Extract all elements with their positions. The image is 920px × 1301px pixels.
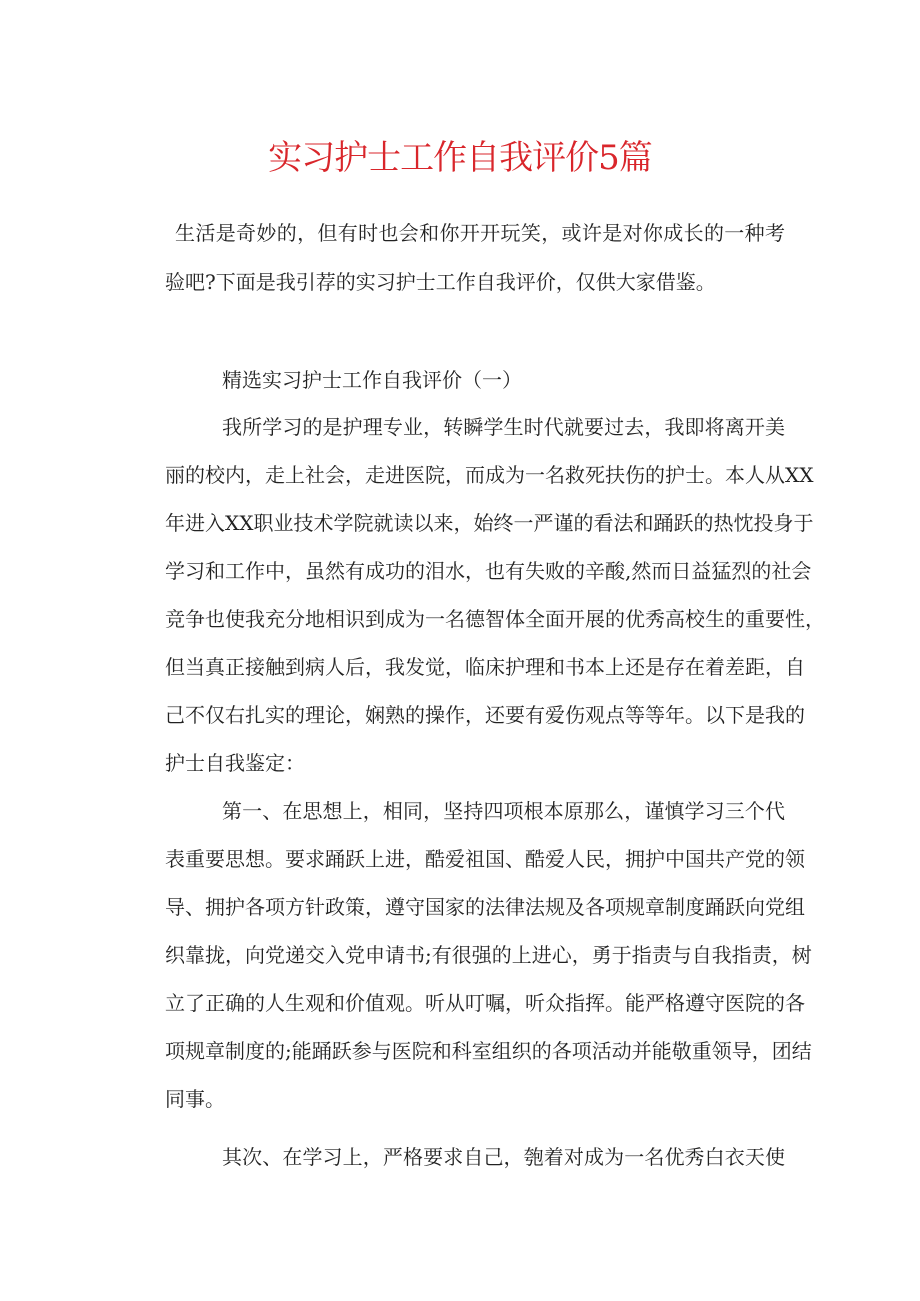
document-title: 实习护士工作自我评价5篇 (268, 138, 652, 178)
paragraph-line: 项规章制度的;能踊跃参与医院和科室组织的各项活动并能敬重领导，团结 (165, 1039, 812, 1063)
paragraph-line: 立了正确的人生观和价值观。听从叮嘱，听众指挥。能严格遵守医院的各 (165, 991, 805, 1015)
paragraph-line: 织靠拢，向党递交入党申请书;有很强的上进心，勇于指责与自我指责，树 (165, 943, 812, 967)
paragraph-line: 但当真正接触到病人后，我发觉，临床护理和书本上还是存在着差距，自 (165, 655, 805, 679)
intro-line: 生活是奇妙的，但有时也会和你开开玩笑，或许是对你成长的一种考 (175, 221, 785, 245)
paragraph-line: 同事。 (165, 1087, 225, 1111)
paragraph-line: 第一、在思想上，相同，坚持四项根本原那么，谨慎学习三个代 (222, 799, 785, 823)
paragraph-line: 表重要思想。要求踊跃上进，酷爱祖国、酷爱人民，拥护中国共产党的领 (165, 847, 805, 871)
paragraph-line: 其次、在学习上，严格要求自己，匏着对成为一名优秀白衣天使 (222, 1145, 785, 1169)
paragraph-line: 学习和工作中，虽然有成功的泪水，也有失败的辛酸,然而日益猛烈的社会 (165, 559, 812, 583)
paragraph-line: 己不仅右扎实的理论，娴熟的操作，还要有爱伤观点等等年。以下是我的 (165, 703, 805, 727)
paragraph-line: 导、拥护各项方针政策，遵守国家的法律法规及各项规章制度踊跃向党组 (165, 895, 805, 919)
paragraph-line: 竞争也使我充分地相识到成为一名德智体全面开展的优秀高校生的重要性， (165, 607, 825, 631)
section-heading: 精选实习护士工作自我评价（一） (222, 368, 522, 392)
paragraph-line: 我所学习的是护理专业，转瞬学生时代就要过去，我即将离开美 (222, 415, 785, 439)
paragraph-line: 年进入XX职业技术学院就读以来，始终一严谨的看法和踊跃的热忱投身于 (165, 511, 814, 535)
paragraph-line: 护士自我鉴定： (165, 751, 305, 775)
paragraph-line: 丽的校内，走上社会，走进医院，而成为一名救死扶伤的护士。本人从XX (165, 463, 814, 487)
intro-line: 验吧?下面是我引荐的实习护士工作自我评价，仅供大家借鉴。 (165, 270, 716, 294)
